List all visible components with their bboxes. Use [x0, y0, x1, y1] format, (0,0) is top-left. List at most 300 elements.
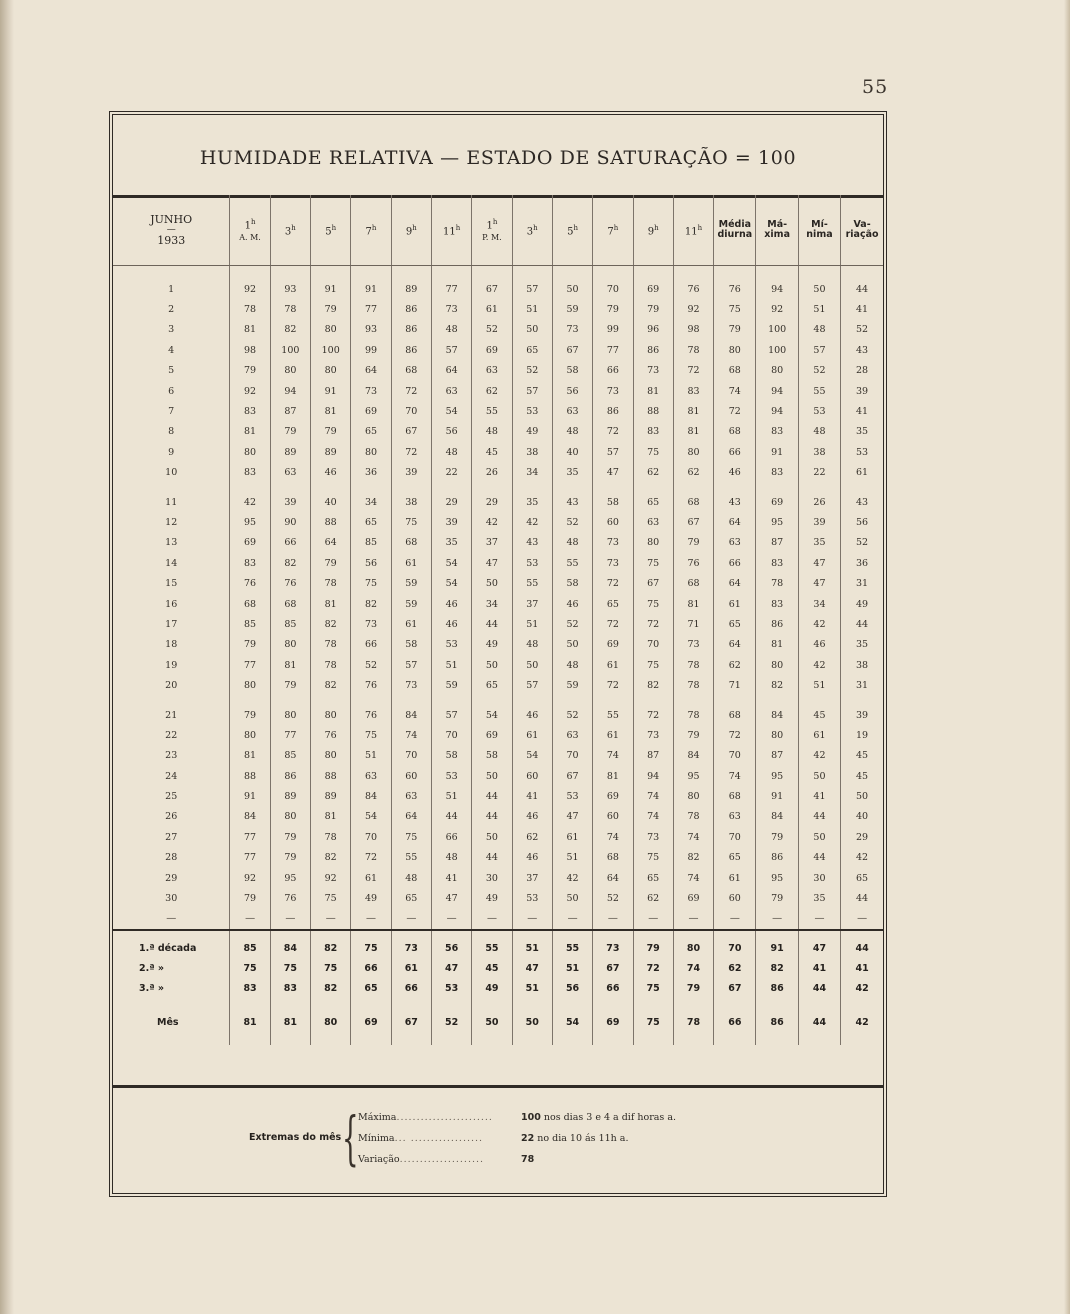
spacer-cell	[230, 266, 270, 280]
summary-row	[113, 939, 883, 959]
table-row	[113, 573, 883, 593]
header-hour-label: 5$^h$	[325, 223, 337, 238]
spacer-cell	[593, 266, 633, 280]
value-cell: 92	[230, 279, 270, 299]
value-cell: 92	[230, 381, 270, 401]
table-row	[113, 594, 883, 614]
value-cell: 26	[798, 492, 840, 512]
spacer-cell	[714, 999, 756, 1013]
value-cell: 60	[391, 766, 431, 786]
value-cell: 65	[512, 340, 552, 360]
value-cell: 55	[472, 401, 512, 421]
spacer-cell	[472, 930, 512, 939]
value-cell: 81	[756, 635, 798, 655]
summary-label: 2.ª »	[139, 963, 165, 975]
spacer-cell	[311, 696, 351, 705]
spacer-cell	[673, 999, 713, 1013]
value-cell: 54	[351, 807, 391, 827]
value-cell: 79	[270, 675, 310, 695]
summary-value: 83	[230, 979, 270, 999]
summary-value: 51	[512, 979, 552, 999]
value-cell: 52	[351, 655, 391, 675]
header-hour-8	[552, 195, 592, 266]
value-cell: 91	[756, 786, 798, 806]
value-cell: 79	[756, 888, 798, 908]
value-cell: 38	[391, 492, 431, 512]
value-cell: 81	[633, 381, 673, 401]
summary-value: 51	[512, 939, 552, 959]
value-cell: 87	[270, 401, 310, 421]
value-cell: 80	[756, 361, 798, 381]
value-cell: 46	[512, 705, 552, 725]
value-cell: 83	[633, 422, 673, 442]
spacer-cell	[270, 483, 310, 492]
value-cell: 70	[351, 827, 391, 847]
spacer-cell	[841, 696, 883, 705]
value-cell: 58	[552, 573, 592, 593]
value-cell: 69	[351, 401, 391, 421]
spacer-cell	[113, 266, 230, 280]
humidity-table	[113, 195, 883, 1045]
header-stat-0	[714, 195, 756, 266]
value-cell: 64	[714, 512, 756, 532]
value-cell: 72	[593, 422, 633, 442]
value-cell: 95	[756, 868, 798, 888]
value-cell: 96	[633, 320, 673, 340]
summary-value: 50	[472, 1013, 512, 1033]
value-cell: 72	[351, 848, 391, 868]
value-cell: 62	[472, 381, 512, 401]
spacer-cell	[841, 930, 883, 939]
value-cell: 73	[673, 635, 713, 655]
summary-value: 73	[593, 939, 633, 959]
value-cell: 67	[552, 766, 592, 786]
spacer-cell	[391, 483, 431, 492]
value-cell: 80	[311, 361, 351, 381]
value-cell: 63	[714, 807, 756, 827]
summary-value: 73	[391, 939, 431, 959]
value-cell: 49	[472, 888, 512, 908]
summary-value: 75	[633, 979, 673, 999]
header-hour-7	[512, 195, 552, 266]
value-cell: 94	[270, 381, 310, 401]
value-cell: 79	[270, 827, 310, 847]
value-cell: 57	[512, 675, 552, 695]
value-cell: 74	[714, 766, 756, 786]
value-cell: 42	[230, 492, 270, 512]
spacer-cell	[351, 930, 391, 939]
value-cell: 39	[841, 705, 883, 725]
value-cell: 63	[472, 361, 512, 381]
spacer-cell	[756, 930, 798, 939]
summary-value: 82	[311, 939, 351, 959]
value-cell: 66	[714, 442, 756, 462]
value-cell: 48	[552, 533, 592, 553]
value-cell: 52	[841, 533, 883, 553]
value-cell: 74	[633, 786, 673, 806]
value-cell: 77	[431, 279, 471, 299]
value-cell: 42	[798, 655, 840, 675]
value-cell: 81	[230, 320, 270, 340]
value-cell: 75	[633, 848, 673, 868]
spacer-cell	[512, 930, 552, 939]
summary-label: 1.ª década	[139, 943, 197, 955]
value-cell: 61	[472, 299, 512, 319]
extremes-label: Extremas do mês	[249, 1132, 342, 1143]
summary-value: 67	[714, 979, 756, 999]
value-cell: 83	[756, 422, 798, 442]
value-cell: 63	[391, 786, 431, 806]
header-stat-line2: nima	[806, 229, 833, 240]
spacer-cell	[230, 696, 270, 705]
value-cell: 86	[391, 320, 431, 340]
value-cell: 82	[311, 848, 351, 868]
spacer-cell	[431, 930, 471, 939]
spacer-cell	[512, 483, 552, 492]
spacer-cell	[633, 266, 673, 280]
value-cell: 59	[552, 675, 592, 695]
day-cell: 29	[165, 872, 178, 884]
value-cell: 63	[552, 725, 592, 745]
spacer-cell	[230, 483, 270, 492]
header-hour-2	[311, 195, 351, 266]
spacer-cell	[798, 930, 840, 939]
value-cell: 36	[841, 553, 883, 573]
value-cell: 81	[311, 401, 351, 421]
header-stat-line2: riação	[845, 229, 879, 240]
spacer-cell	[756, 1033, 798, 1045]
spacer-cell	[756, 696, 798, 705]
value-cell: 82	[270, 553, 310, 573]
value-cell: 52	[552, 614, 592, 634]
spacer-cell	[351, 999, 391, 1013]
summary-value: 81	[230, 1013, 270, 1033]
value-cell: 55	[391, 848, 431, 868]
value-cell: 66	[431, 827, 471, 847]
value-cell: 70	[714, 746, 756, 766]
spacer-cell	[552, 483, 592, 492]
value-cell: 77	[270, 725, 310, 745]
value-cell: 45	[472, 442, 512, 462]
value-cell: 80	[230, 675, 270, 695]
spacer-cell	[472, 696, 512, 705]
value-cell: 92	[756, 299, 798, 319]
day-cell: 8	[168, 426, 175, 438]
value-cell: 85	[270, 614, 310, 634]
value-cell: 29	[472, 492, 512, 512]
value-cell: 52	[552, 705, 592, 725]
value-cell: 72	[673, 361, 713, 381]
value-cell: 65	[593, 594, 633, 614]
value-cell: 68	[270, 594, 310, 614]
summary-value: 51	[552, 959, 592, 979]
value-cell: 83	[673, 381, 713, 401]
table-row	[113, 635, 883, 655]
value-cell: 70	[431, 725, 471, 745]
value-cell: 76	[270, 573, 310, 593]
value-cell: 79	[756, 827, 798, 847]
value-cell: 35	[512, 492, 552, 512]
spacer-cell	[431, 483, 471, 492]
header-dash: —	[166, 225, 176, 235]
value-cell: 82	[633, 675, 673, 695]
value-cell: 28	[841, 361, 883, 381]
value-cell: 64	[714, 635, 756, 655]
value-cell: 54	[431, 401, 471, 421]
value-cell: 83	[230, 463, 270, 483]
value-cell: 70	[633, 635, 673, 655]
spacer-cell	[552, 1033, 592, 1045]
value-cell: 80	[270, 807, 310, 827]
value-cell: 38	[512, 442, 552, 462]
value-cell: 69	[633, 279, 673, 299]
day-cell: 26	[165, 811, 178, 823]
table-row	[113, 848, 883, 868]
value-cell: 39	[391, 463, 431, 483]
value-cell: 44	[798, 807, 840, 827]
value-cell: 76	[673, 279, 713, 299]
spacer-cell	[270, 930, 310, 939]
day-cell: 4	[168, 344, 175, 356]
spacer-cell	[552, 696, 592, 705]
summary-value: 80	[673, 939, 713, 959]
spacer-row	[113, 266, 883, 280]
value-cell: 87	[756, 533, 798, 553]
value-cell: 89	[311, 786, 351, 806]
value-cell: 50	[798, 766, 840, 786]
table-row	[113, 512, 883, 532]
value-cell: 53	[552, 786, 592, 806]
value-cell: 65	[714, 614, 756, 634]
value-cell: 48	[472, 422, 512, 442]
value-cell: 57	[512, 279, 552, 299]
value-cell: 79	[270, 848, 310, 868]
summary-value: 86	[756, 1013, 798, 1033]
value-cell: 64	[714, 573, 756, 593]
value-cell: 76	[230, 573, 270, 593]
value-cell: 74	[593, 746, 633, 766]
value-cell: 55	[593, 705, 633, 725]
value-cell: 45	[841, 766, 883, 786]
spacer-cell	[633, 483, 673, 492]
table-row	[113, 868, 883, 888]
value-cell: 94	[756, 381, 798, 401]
value-cell: 41	[512, 786, 552, 806]
spacer-cell	[593, 696, 633, 705]
value-cell: 61	[391, 614, 431, 634]
summary-value: 45	[472, 959, 512, 979]
value-cell: 59	[391, 594, 431, 614]
value-cell: 83	[756, 463, 798, 483]
value-cell: 86	[756, 614, 798, 634]
summary-value: 74	[673, 959, 713, 979]
value-cell: 63	[633, 512, 673, 532]
summary-value: 79	[673, 979, 713, 999]
spacer-cell	[270, 999, 310, 1013]
value-cell: 75	[311, 888, 351, 908]
value-cell: 47	[552, 807, 592, 827]
value-cell: 48	[431, 848, 471, 868]
value-cell: 62	[673, 463, 713, 483]
value-cell: 78	[230, 299, 270, 319]
header-stat-line1: Va-	[853, 219, 871, 230]
page-title: HUMIDADE RELATIVA — ESTADO DE SATURAÇÃO = 100	[199, 147, 797, 169]
value-cell: 66	[714, 553, 756, 573]
spacer-cell	[714, 1033, 756, 1045]
summary-value: 83	[270, 979, 310, 999]
value-cell: 72	[714, 401, 756, 421]
value-cell: 65	[841, 868, 883, 888]
value-cell: 52	[552, 512, 592, 532]
value-cell: 35	[552, 463, 592, 483]
summary-value: 42	[841, 979, 883, 999]
value-cell: 72	[593, 675, 633, 695]
extreme-name: Variação	[358, 1154, 400, 1165]
summary-value: 49	[472, 979, 512, 999]
spacer-cell	[391, 1033, 431, 1045]
value-cell: 84	[673, 746, 713, 766]
header-hour-label: 7$^h$	[607, 223, 619, 238]
value-cell: 86	[391, 340, 431, 360]
summary-value: 69	[593, 1013, 633, 1033]
value-cell: 46	[714, 463, 756, 483]
value-cell: 54	[472, 705, 512, 725]
extreme-name: Máxima	[358, 1112, 397, 1123]
value-cell: 46	[431, 614, 471, 634]
value-cell: 84	[230, 807, 270, 827]
spacer-cell	[673, 696, 713, 705]
value-cell: 83	[756, 594, 798, 614]
summary-value: 85	[230, 939, 270, 959]
table-row	[113, 807, 883, 827]
value-cell: 73	[633, 827, 673, 847]
value-cell: 70	[714, 827, 756, 847]
value-cell: 42	[798, 746, 840, 766]
value-cell: 47	[798, 553, 840, 573]
value-cell: 73	[633, 725, 673, 745]
extreme-dots: ........................	[396, 1112, 493, 1123]
value-cell: 68	[714, 786, 756, 806]
spacer-cell	[113, 483, 230, 492]
value-cell: 71	[673, 614, 713, 634]
value-cell: 69	[593, 635, 633, 655]
header-hour-label: 3$^h$	[526, 223, 538, 238]
spacer-cell	[311, 483, 351, 492]
table-row	[113, 614, 883, 634]
value-cell: 53	[841, 442, 883, 462]
table-row	[113, 492, 883, 512]
value-cell: 46	[311, 463, 351, 483]
spacer-cell	[472, 483, 512, 492]
value-cell: 53	[512, 401, 552, 421]
value-cell: 80	[714, 340, 756, 360]
dash-cell: —	[391, 909, 431, 930]
table-row	[113, 725, 883, 745]
value-cell: 52	[841, 320, 883, 340]
value-cell: 81	[311, 807, 351, 827]
spacer-cell	[472, 999, 512, 1013]
day-cell: 30	[165, 893, 178, 905]
value-cell: 54	[512, 746, 552, 766]
summary-value: 47	[512, 959, 552, 979]
summary-value: 53	[431, 979, 471, 999]
dash-cell: —	[311, 909, 351, 930]
value-cell: 41	[841, 299, 883, 319]
header-month-year	[113, 195, 230, 266]
value-cell: 64	[351, 361, 391, 381]
value-cell: 29	[841, 827, 883, 847]
value-cell: 48	[552, 422, 592, 442]
value-cell: 35	[841, 422, 883, 442]
summary-value: 50	[512, 1013, 552, 1033]
spacer-row	[113, 1033, 883, 1045]
spacer-cell	[351, 266, 391, 280]
value-cell: 57	[431, 705, 471, 725]
summary-value: 75	[311, 959, 351, 979]
value-cell: 81	[673, 401, 713, 421]
value-cell: 68	[391, 533, 431, 553]
summary-value: 42	[841, 1013, 883, 1033]
value-cell: 87	[633, 746, 673, 766]
value-cell: 79	[311, 422, 351, 442]
spacer-cell	[113, 696, 230, 705]
day-cell: 24	[165, 770, 178, 782]
value-cell: 26	[472, 463, 512, 483]
table-row	[113, 422, 883, 442]
spacer-cell	[841, 1033, 883, 1045]
value-cell: 78	[270, 299, 310, 319]
summary-value: 44	[841, 939, 883, 959]
value-cell: 85	[351, 533, 391, 553]
value-cell: 48	[512, 635, 552, 655]
value-cell: 77	[593, 340, 633, 360]
value-cell: 76	[351, 705, 391, 725]
value-cell: 37	[512, 868, 552, 888]
value-cell: 36	[351, 463, 391, 483]
value-cell: 100	[270, 340, 310, 360]
value-cell: 60	[593, 807, 633, 827]
value-cell: 73	[351, 381, 391, 401]
spacer-cell	[311, 1033, 351, 1045]
dash-row	[113, 909, 883, 930]
value-cell: 82	[311, 675, 351, 695]
value-cell: 66	[593, 361, 633, 381]
spacer-cell	[841, 266, 883, 280]
spacer-cell	[756, 483, 798, 492]
value-cell: 79	[230, 888, 270, 908]
value-cell: 76	[270, 888, 310, 908]
value-cell: 48	[798, 320, 840, 340]
value-cell: 65	[391, 888, 431, 908]
value-cell: 34	[512, 463, 552, 483]
header-hour-10	[633, 195, 673, 266]
value-cell: 51	[798, 675, 840, 695]
dash-cell: —	[552, 909, 592, 930]
value-cell: 77	[351, 299, 391, 319]
value-cell: 35	[798, 888, 840, 908]
spacer-cell	[798, 1033, 840, 1045]
summary-value: 82	[311, 979, 351, 999]
day-cell: 15	[165, 578, 178, 590]
summary-value: 54	[552, 1013, 592, 1033]
summary-value: 75	[230, 959, 270, 979]
value-cell: 85	[270, 746, 310, 766]
value-cell: 54	[431, 573, 471, 593]
value-cell: 75	[633, 442, 673, 462]
value-cell: 78	[756, 573, 798, 593]
summary-value: 55	[472, 939, 512, 959]
value-cell: 65	[633, 868, 673, 888]
